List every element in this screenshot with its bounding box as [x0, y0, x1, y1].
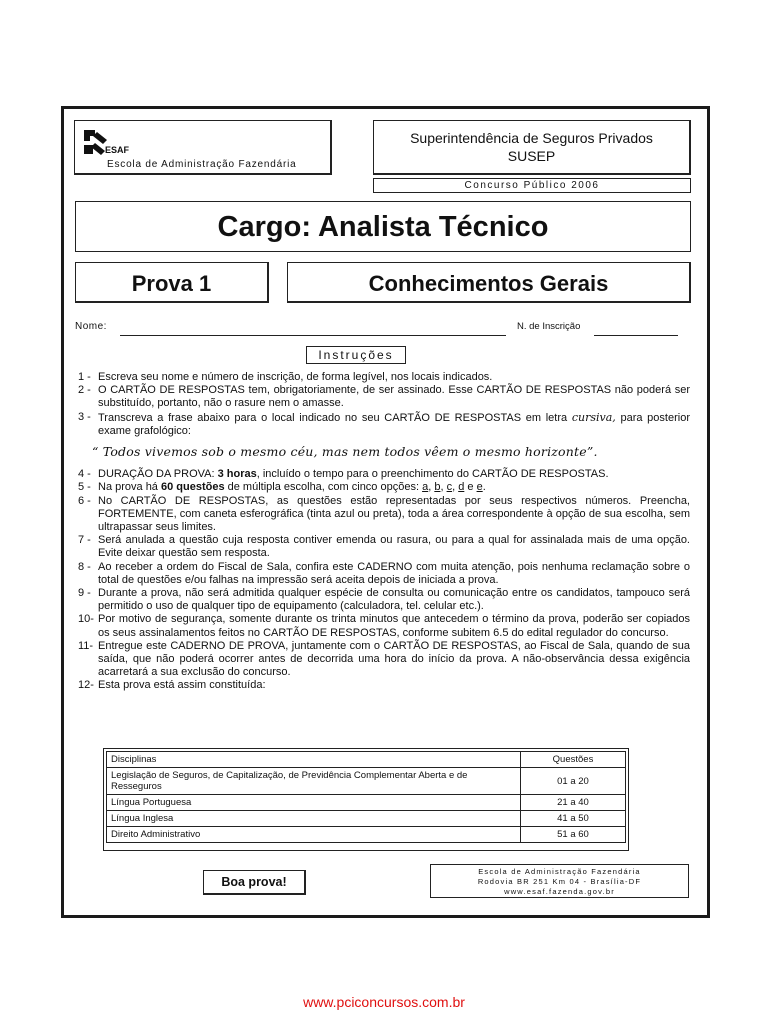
organization-box [373, 120, 691, 175]
esaf-abbr: ESAF [105, 145, 130, 155]
concurso-label: Concurso Público 2006 [373, 178, 691, 193]
address-line: Rodovia BR 251 Km 04 - Brasília-DF [477, 877, 642, 886]
address-box [430, 864, 689, 898]
table-header-row: Disciplinas Questões [107, 752, 626, 768]
instruction-item: 7 - Será anulada a questão cuja resposta contiver emenda ou rasura, ou para a qual for assinalada mais de uma opção. Evite deixar questão sem resposta. [78, 534, 690, 560]
instruction-item: 11- Entregue este CADERNO DE PROVA, juntamente com o CARTÃO DE RESPOSTAS, ao Fiscal de Sala, quando de sua saída, que não poderá ocorrer antes de decorrida uma hora do início da prova. A não-observância dessa exigência acarretará a sua exclusão do concurso. [78, 639, 690, 679]
good-luck-box: Boa prova! [203, 870, 306, 895]
instructions-list [78, 371, 690, 693]
esaf-header-box [74, 120, 332, 175]
instruction-item: 2 - O CARTÃO DE RESPOSTAS tem, obrigatoriamente, de ser assinado. Esse CARTÃO DE RESPOSTAS não poderá ser substituído, portanto, não o rasure nem o amasse. [78, 384, 690, 410]
organization-acronym: SUSEP [507, 148, 556, 164]
instruction-item: 1 - Escreva seu nome e número de inscrição, de forma legível, nos locais indicados. [78, 371, 493, 383]
prova-number: Prova 1 [75, 262, 269, 303]
instruction-item: 10- Por motivo de segurança, somente durante os trinta minutos que antecedem o término da prova, poderão ser copiados os seus assinalamentos feitos no CARTÃO DE RESPOSTAS, conforme subitem 6.5 do edital regulador do concurso. [78, 613, 690, 639]
instruction-item: 12- Esta prova está assim constituída: [78, 679, 266, 692]
instruction-item: 3 - Transcreva a frase abaixo para o local indicado no seu CARTÃO DE RESPOSTAS em letra cursiva, para posterior exame grafológico: [78, 410, 690, 437]
table-row: Direito Administrativo 51 a 60 [107, 827, 626, 843]
table-row: Língua Portuguesa 21 a 40 [107, 795, 626, 811]
address-line: Escola de Administração Fazendária [478, 867, 641, 876]
instruction-item: 6 - No CARTÃO DE RESPOSTAS, as questões estão representadas por seus respectivos números. Preencha, FORTEMENTE, com caneta esferográfica (tinta azul ou preta), toda a área correspondente à opção de sua escolha, sem ultrapassar seus limites. [78, 494, 690, 534]
instruction-item: 8 - Ao receber a ordem do Fiscal de Sala, confira este CADERNO com muita atenção, pois nenhuma reclamação sobre o total de questões e/ou falhas na impressão será aceita depois de iniciada a prova. [78, 560, 690, 586]
registration-label: N. de Inscrição [517, 321, 581, 332]
instruction-item: 5 - Na prova há 60 questões de múltipla escolha, com cinco opções: a, b, c, d e e. [78, 481, 486, 494]
registration-field[interactable] [594, 335, 678, 336]
instructions-title: Instruções [306, 346, 406, 364]
name-label: Nome: [75, 321, 107, 332]
organization-name: Superintendência de Seguros Privados [410, 130, 653, 146]
address-website: www.esaf.fazenda.gov.br [504, 887, 615, 896]
cargo-title: Cargo: Analista Técnico [75, 201, 691, 252]
table-row: Língua Inglesa 41 a 50 [107, 811, 626, 827]
table-row: Legislação de Seguros, de Capitalização, de Previdência Complementar Aberta e de Resseguros 01 a 20 [107, 768, 626, 795]
cursiva-word: cursiva, [571, 410, 616, 424]
prova-subject: Conhecimentos Gerais [287, 262, 691, 303]
name-field[interactable] [120, 335, 506, 336]
esaf-name: Escola de Administração Fazendária [107, 159, 297, 170]
transcription-quote: “ Todos vivemos sob o mesmo céu, mas nem todos vêem o mesmo horizonte”. [92, 444, 598, 460]
instruction-item: 9 - Durante a prova, não será admitida qualquer espécie de consulta ou comunicação entre os candidatos, tampouco será permitido o uso de qualquer tipo de equipamento (calculadora, tel. celular etc.). [78, 587, 690, 613]
disciplines-table [106, 751, 626, 843]
footer-url-link[interactable]: www.pciconcursos.com.br [303, 994, 465, 1010]
instruction-item: 4 - DURAÇÃO DA PROVA: 3 horas, incluído o tempo para o preenchimento do CARTÃO DE RESPOSTAS. [78, 468, 609, 481]
